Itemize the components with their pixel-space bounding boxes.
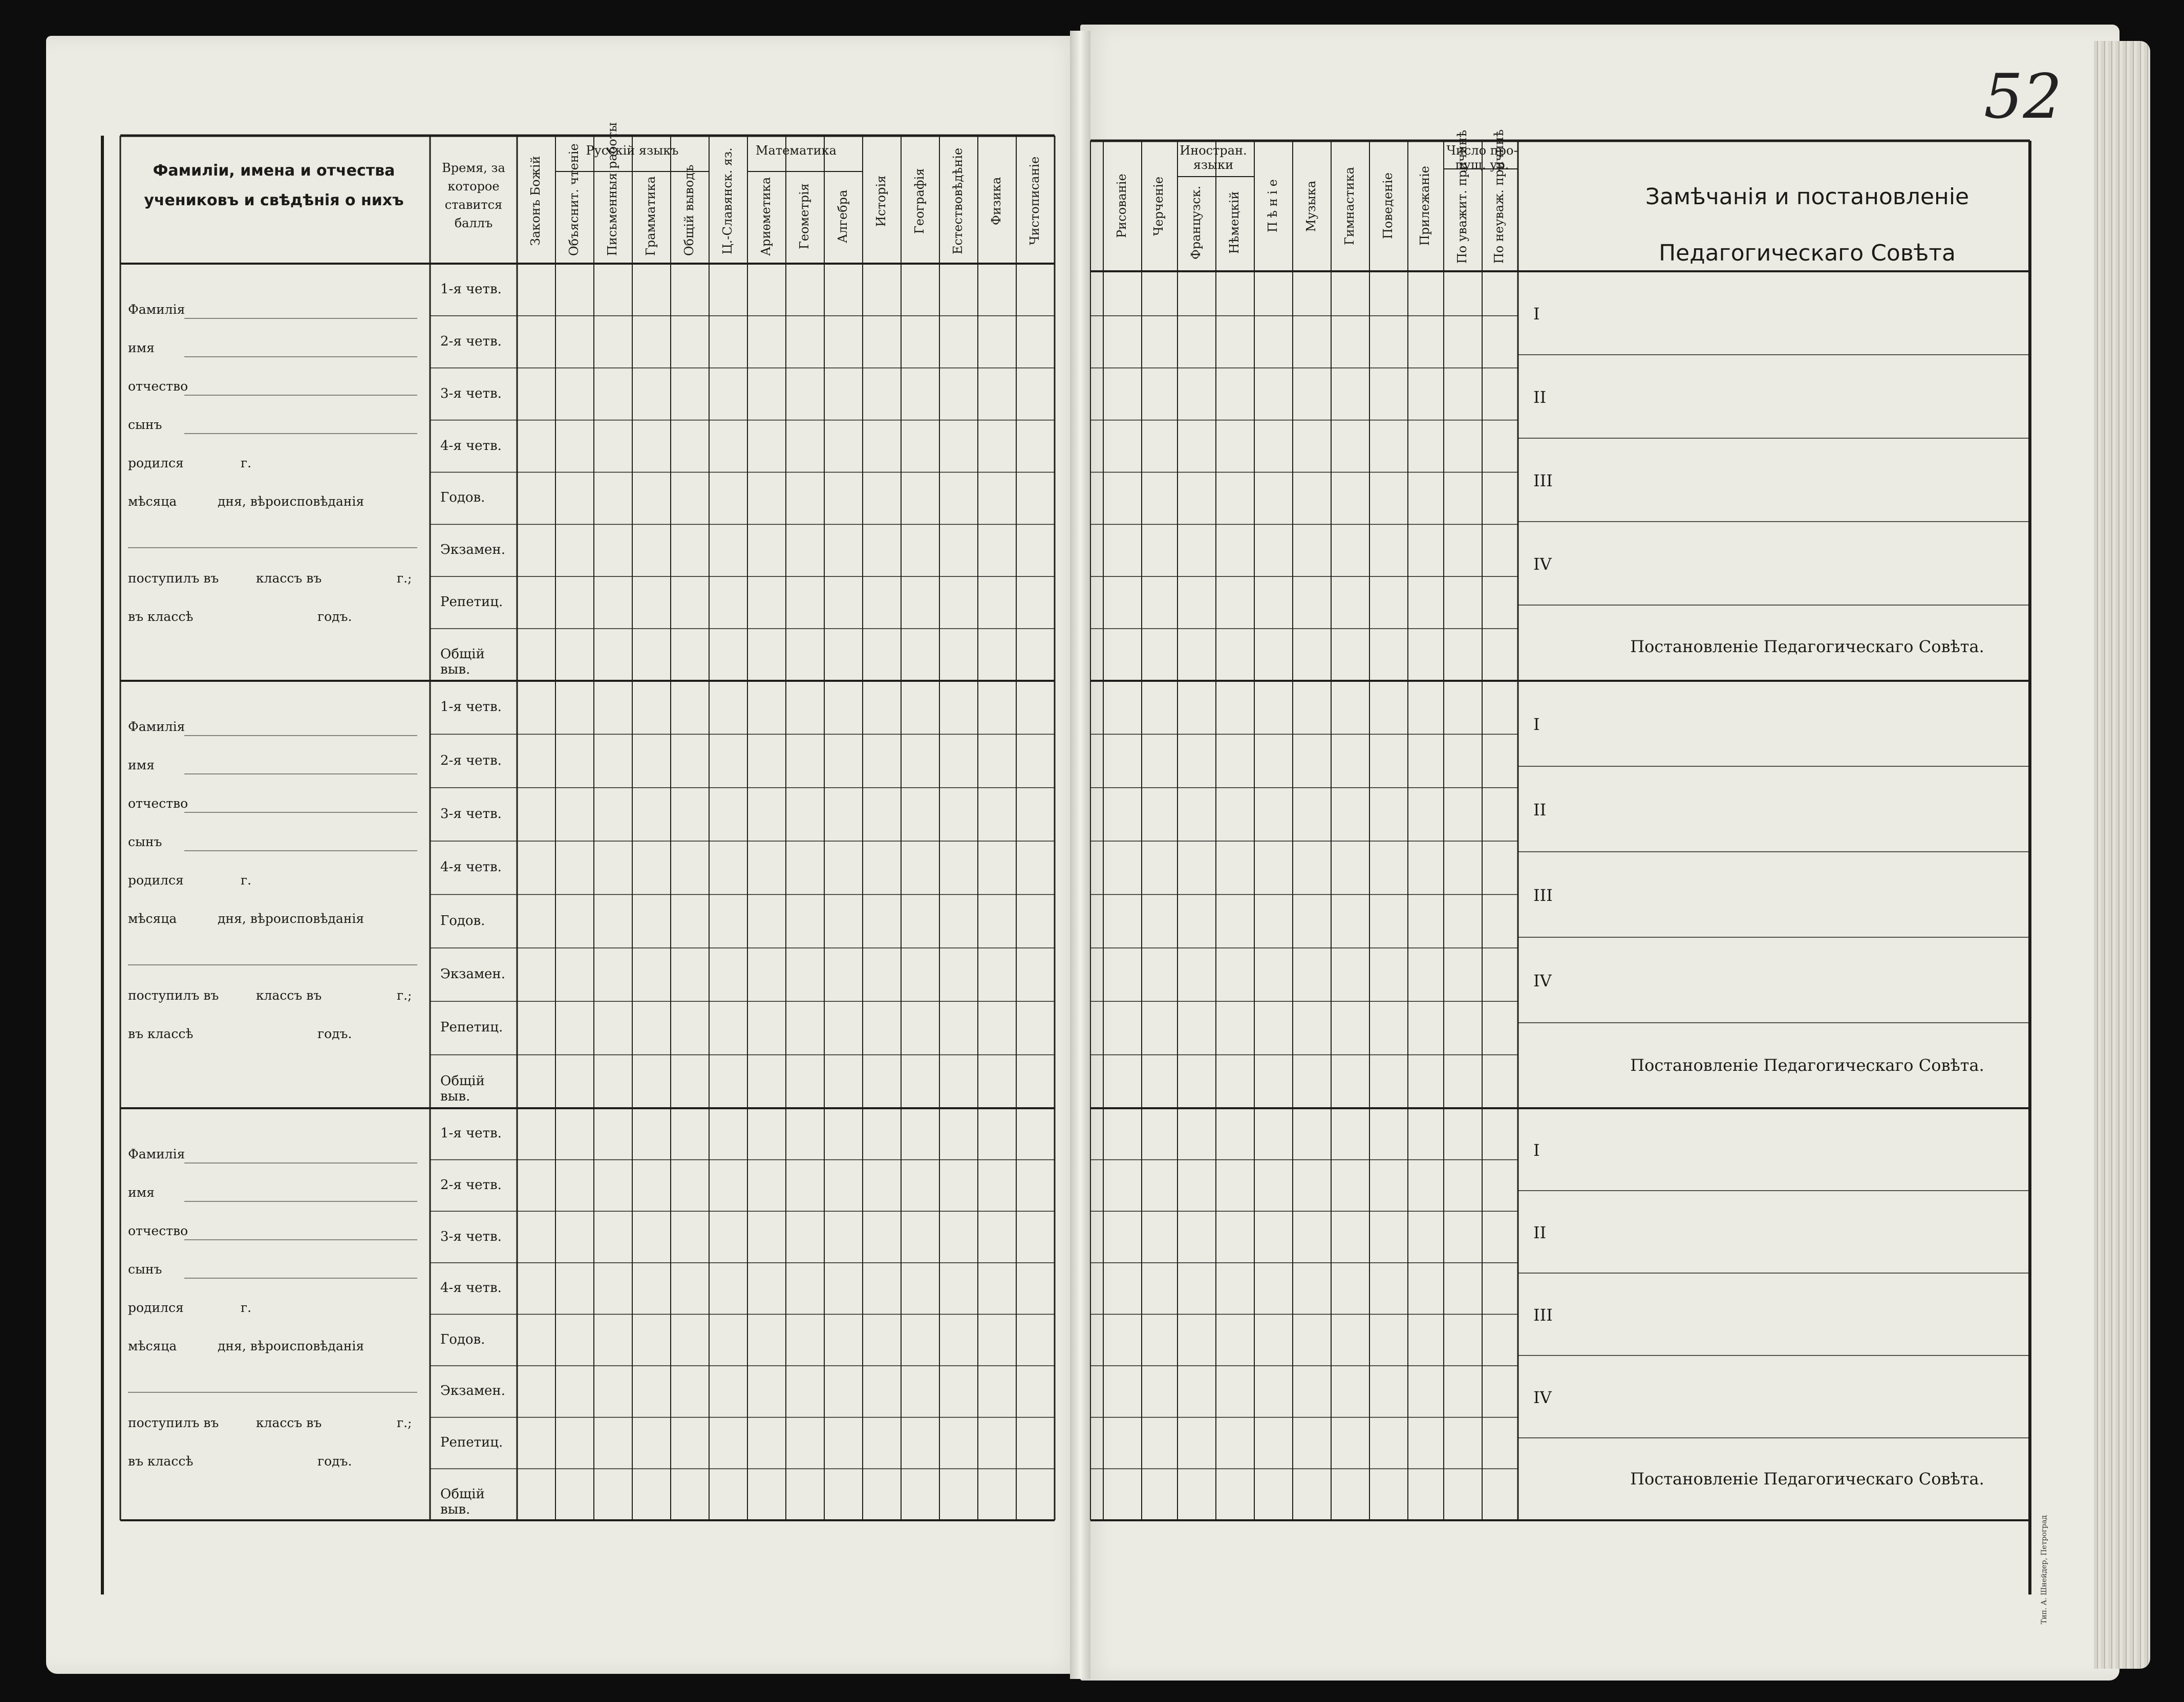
period-label: 2-я четв. — [440, 1177, 502, 1193]
subject-header: Гимнастика — [1342, 167, 1357, 245]
subject-header: Грамматика — [643, 176, 658, 256]
period-label: 3-я четв. — [440, 1229, 502, 1244]
class-in-label: классъ въ — [256, 571, 322, 586]
entered-label: поступилъ въ — [128, 1415, 219, 1430]
council-decision-label: Постановленіе Педагогическаго Совѣта. — [1630, 636, 1984, 656]
year-label: годъ. — [317, 609, 352, 624]
year-short-label: г. — [241, 873, 252, 888]
subject-header: Чистописаніе — [1027, 156, 1042, 246]
student-field-label: имя — [128, 1185, 155, 1200]
subject-header: Ариѳметика — [758, 177, 773, 256]
year-short-label: г. — [241, 1300, 252, 1315]
student-field-label: отчество — [128, 379, 188, 394]
subject-header: Ц.-Славянск. яз. — [720, 147, 735, 254]
year-short-label-2: г.; — [397, 1415, 412, 1430]
period-label: 1-я четв. — [440, 281, 502, 297]
period-label: Репетиц. — [440, 594, 503, 610]
subject-header: Законъ Божій — [528, 156, 543, 246]
students-column-header: Фамиліи, имена и отчества учениковъ и свѣдѣнія о нихъ — [144, 162, 404, 209]
math-group-header: Математика — [756, 143, 837, 158]
subject-header: Нѣмецкій — [1227, 191, 1241, 254]
month-label: мѣсяца — [128, 911, 177, 926]
quarter-numeral: II — [1533, 387, 1547, 407]
student-field-label: сынъ — [128, 834, 162, 849]
born-label: родился — [128, 456, 184, 470]
subject-header: Черченіе — [1151, 176, 1166, 236]
year-label: годъ. — [317, 1454, 352, 1469]
period-label: Репетиц. — [440, 1435, 503, 1451]
entered-label: поступилъ въ — [128, 571, 219, 586]
subject-header: По неуваж. причинѣ — [1492, 129, 1506, 264]
subject-header: Письменныя работы — [605, 122, 619, 256]
subject-header: Исторія — [873, 175, 888, 227]
period-label: Годов. — [440, 490, 485, 506]
student-field-label: имя — [128, 340, 155, 355]
period-label: Экзамен. — [440, 966, 506, 982]
entered-label: поступилъ въ — [128, 988, 219, 1003]
period-label: Экзамен. — [440, 542, 506, 558]
russian-group-header: Русскій языкъ — [586, 143, 679, 158]
period-label: 4-я четв. — [440, 438, 502, 454]
subject-header: П ѣ н і е — [1265, 179, 1280, 233]
quarter-numeral: IV — [1533, 971, 1552, 990]
quarter-numeral: III — [1533, 1305, 1553, 1325]
year-short-label: г. — [241, 456, 252, 470]
quarter-numeral: IV — [1533, 554, 1552, 574]
subject-header: Французск. — [1188, 185, 1203, 260]
foreign-group-header: Иностран. языки — [1180, 143, 1247, 172]
student-field-label: имя — [128, 758, 155, 772]
period-label: 1-я четв. — [440, 699, 502, 715]
quarter-numeral: III — [1533, 470, 1553, 490]
in-class-label: въ классѣ — [128, 609, 194, 624]
time-column-header: Время, за которое ставится баллъ — [442, 161, 505, 230]
born-label: родился — [128, 1300, 184, 1315]
remarks-column-header: Замѣчанія и постановленіе Педагогическаго Совѣта — [1645, 184, 1969, 266]
period-label: Общій выв. — [440, 1486, 485, 1517]
subject-header: Музыка — [1303, 180, 1318, 232]
day-religion-label: дня, вѣроисповѣданія — [218, 1339, 365, 1353]
period-label: 1-я четв. — [440, 1126, 502, 1141]
quarter-numeral: II — [1533, 1222, 1547, 1242]
month-label: мѣсяца — [128, 494, 177, 509]
printer-mark: Тип. А. Шнейдер, Петроград — [2040, 1515, 2048, 1624]
period-label: Годов. — [440, 1331, 485, 1347]
period-label: Общій выв. — [440, 647, 485, 678]
council-decision-label: Постановленіе Педагогическаго Совѣта. — [1630, 1055, 1984, 1075]
period-label: 4-я четв. — [440, 859, 502, 875]
subject-header: Рисованіе — [1114, 174, 1129, 239]
subject-header: Поведеніе — [1380, 173, 1395, 240]
subject-header: Физика — [989, 177, 1003, 225]
day-religion-label: дня, вѣроисповѣданія — [218, 494, 365, 509]
year-short-label-2: г.; — [397, 988, 412, 1003]
in-class-label: въ классѣ — [128, 1026, 194, 1041]
month-label: мѣсяца — [128, 1339, 177, 1353]
year-short-label-2: г.; — [397, 571, 412, 586]
period-label: Годов. — [440, 913, 485, 929]
year-label: годъ. — [317, 1026, 352, 1041]
born-label: родился — [128, 873, 184, 888]
quarter-numeral: I — [1533, 304, 1540, 324]
student-field-label: сынъ — [128, 1262, 162, 1277]
subject-header: По уважит. причинѣ — [1454, 130, 1469, 264]
student-field-label: Фамилія — [128, 302, 185, 317]
student-field-label: Фамилія — [128, 719, 185, 734]
subject-header: Алгебра — [835, 189, 850, 243]
absences-group-header: Число про-пущ. ур. — [1446, 143, 1518, 172]
subject-header: Географія — [912, 168, 927, 234]
subject-header: Объяснит. чтеніе — [566, 143, 581, 256]
period-label: 4-я четв. — [440, 1280, 502, 1296]
page-number: 52 — [1984, 61, 2062, 133]
student-field-label: сынъ — [128, 417, 162, 432]
in-class-label: въ классѣ — [128, 1454, 194, 1469]
period-label: 2-я четв. — [440, 752, 502, 768]
council-decision-label: Постановленіе Педагогическаго Совѣта. — [1630, 1469, 1984, 1489]
period-label: 3-я четв. — [440, 806, 502, 822]
period-label: Репетиц. — [440, 1020, 503, 1036]
period-label: 3-я четв. — [440, 385, 502, 401]
quarter-numeral: IV — [1533, 1387, 1552, 1407]
student-field-label: Фамилія — [128, 1147, 185, 1161]
period-label: Экзамен. — [440, 1383, 506, 1399]
student-field-label: отчество — [128, 1223, 188, 1238]
quarter-numeral: I — [1533, 1140, 1540, 1160]
period-label: 2-я четв. — [440, 333, 502, 349]
period-label: Общій выв. — [440, 1073, 485, 1104]
subject-header: Прилежаніе — [1418, 166, 1432, 246]
subject-header: Общій выводъ — [681, 164, 696, 256]
subject-header: Геометрія — [797, 183, 811, 249]
quarter-numeral: I — [1533, 714, 1540, 734]
quarter-numeral: III — [1533, 885, 1553, 905]
student-field-label: отчество — [128, 796, 188, 811]
quarter-numeral: II — [1533, 800, 1547, 820]
day-religion-label: дня, вѣроисповѣданія — [218, 911, 365, 926]
class-in-label: классъ въ — [256, 1415, 322, 1430]
subject-header: Естествовѣдѣніе — [950, 147, 965, 254]
class-in-label: классъ въ — [256, 988, 322, 1003]
